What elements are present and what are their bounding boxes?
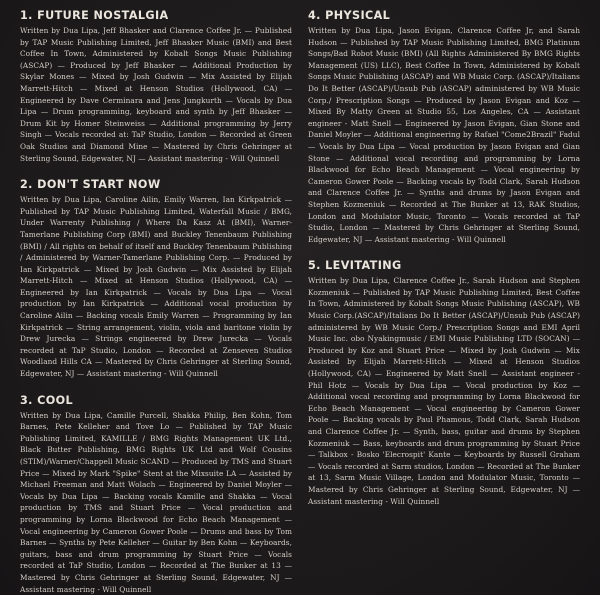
- credits-column-left: [20, 9, 292, 595]
- track-credits-text: Written by Dua Lipa, Caroline Ailin, Emily Warren, Ian Kirkpatrick — Published by TAP Music Publishing Limited, Waterfall Music / BMG, Under Warrenty Publishing / Where Da Kasz At (BMI), Warner-Tamerlane Publishing Corp (BMI) and Buckley Tenenbaum Publishing (BMI) / All rights on behalf of itself and Buckley Tenenbaum Publishing / Administered by Warner-Tamerlane Publishing Corp. — Produced by Ian Kirkpatrick — Mixed by Josh Gudwin — Mix Assisted by Elijah Marrett-Hitch — Mixed at Henson Studios (Hollywood, CA) — Engineered by Ian Kirkpatrick — Vocals by Dua Lipa — Vocal production by Ian Kirkpatrick — Additional vocal production by Caroline Ailin — Backing vocals Emily Warren — Programming by Ian Kirkpatrick — String arrangement, violin, viola and baritone violin by Drew Jurecka — Strings engineered by Drew Jurecka — Vocals recorded at TaP Studio, London — Recorded at Zenseven Studios Woodland Hills CA — Mastered by Chris Gehringer at Sterling Sound, Edgewater, NJ — Assistant mastering - Will Quinnell: [20, 195, 292, 379]
- track-title: 3. COOL: [20, 393, 74, 407]
- track-credit-levitating: [308, 259, 580, 507]
- track-credit-future-nostalgia: [20, 9, 292, 164]
- track-title: 2. DON'T START NOW: [20, 178, 161, 192]
- track-credits-text: Written by Dua Lipa, Clarence Coffee Jr., Sarah Hudson and Stephen Kozmeniuk — Published by TAP Music Publishing Limited, Best Coffee In Town, Administered by Kobalt Songs Music Publishing (ASCAP), WB Music Corp.(ASCAP)/Italians Do It Better (ASCAP)/Unsub Pub (ASCAP) administered by WB Music Corp./ Prescription Songs and EMI April Music Inc. obo Nyakingmusic / EMI Music Publishing LTD (SOCAN) — Produced by Koz and Stuart Price — Mixed by Josh Gudwin — Mix Assisted by Elijah Marrett-Hitch — Mixed at Henson Studios (Hollywood, CA) — Engineered by Matt Snell — Assistant engineer - Phil Hotz — Vocals by Dua Lipa — Vocal production by Koz — Additional vocal recording and programming by Lorna Blackwood for Echo Beach Management — Vocal engineering by Cameron Gower Poole — Backing vocals by Paul Phamous, Todd Clark, Sarah Hudson and Clarence Coffee Jr. — Synth, bass, guitar and drums by Stephen Kozmeniuk — Bass, keyboards and drum programming by Stuart Price — Talkbox - Bosko 'Elecrospit' Kante — Keyboards by Russell Graham — Vocals recorded at Sarm studios, London — Recorded at The Bunker at 13, Sarm Music Village, London and Modulator Music, Toronto — Mastered by Chris Gehringer at Sterling Sound, Edgewater, NJ — Assistant mastering - Will Quinnell: [308, 276, 580, 506]
- section-spacer: [20, 164, 292, 178]
- section-spacer: [308, 245, 580, 259]
- track-title: 1. FUTURE NOSTALGIA: [20, 9, 169, 22]
- track-credit-dont-start-now: [20, 178, 292, 380]
- section-spacer: [20, 380, 292, 394]
- track-credits-text: Written by Dua Lipa, Camille Purcell, Shakka Philip, Ben Kohn, Tom Barnes, Pete Kelleher and Tove Lo — Published by TAP Music Publishing Limited, KAMILLE / BMG Rights Management UK Ltd., Black Butter Publishing, BMG Rights UK Ltd and Wolf Cousins (STIM)/Warner/Chappell Music SCAND — Produced by TMS and Stuart Price — Mixed by Mark "Spike" Stent at the Mixsuite LA — Assisted by Michael Freeman and Matt Wolach — Engineered by Daniel Moyler — Vocals by Dua Lipa — Backing vocals Kamille and Shakka — Vocal production by TMS and Stuart Price — Vocal production and programming by Lorna Blackwood for Echo Beach Management — Vocal engineering by Cameron Gower Poole — Drums and bass by Tom Barnes — Synths by Pete Kelleher — Guitar by Ben Kohn — Keyboards, guitars, bass and drum programming by Stuart Price — Vocals recorded at TaP Studio, London — Recorded at The Bunker at 13 — Mastered by Chris Gehringer at Sterling Sound, Edgewater, NJ — Assistant mastering - Will Quinnell: [20, 410, 292, 594]
- track-credits-text: Written by Dua Lipa, Jeff Bhasker and Clarence Coffee Jr. — Published by TAP Music Publishing Limited, Jeff Bhasker Music (BMI) and Best Coffee In Town, Administered by Kobalt Songs Music Publishing (ASCAP) — Produced by Jeff Bhasker — Additional Production by Skylar Mones — Mixed by Josh Gudwin — Mix Assisted by Elijah Marrett-Hitch — Mixed at Henson Studios (Hollywood, CA) — Engineered by Dave Cerminara and Jens Jungkurth — Vocals by Dua Lipa — Drum programming, keyboard and synth by Jeff Bhasker — Drum Kit by Homer Steinweiss — Additional programming by Jerry Singh — Vocals recorded at: TaP Studio, London — Recorded at Green Oak Studios and Diamond Mine — Mastered by Chris Gehringer at Sterling Sound, Edgewater, NJ — Assistant mastering - Will Quinnell: [20, 26, 292, 163]
- track-credit-physical: [308, 9, 580, 245]
- credits-column-right: [308, 9, 580, 507]
- track-credits-text: Written by Dua Lipa, Jason Evigan, Clarence Coffee Jr, and Sarah Hudson — Published by TAP Music Publishing Limited, BMG Platinum Songs/Bad Robot Music (BMI) (All Rights Administered By BMG Rights Management (US) LLC), Best Coffee In Town, Administered by Kobalt Songs Music Publishing (ASCAP) and WB Music Corp. (ASCAP)/Italians Do It Better (ASCAP)/Unsub Pub (ASCAP) administered by WB Music Corp./ Prescription Songs — Produced by Jason Evigan and Koz — Mixed By Matty Green at Studio 55, Los Angeles, CA — Assistant engineer - Matt Snell — Engineered by Jason Evigan, Gian Stone and Daniel Moyler — Additional engineering by Rafael "Come2Brazil" Fadul — Vocals by Dua Lipa — Vocal production by Jason Evigan and Gian Stone — Additional vocal recording and programming by Lorna Blackwood for Echo Beach Management — Vocal engineering by Cameron Gower Poole — Backing vocals by Todd Clark, Sarah Hudson and Clarence Coffee Jr. — Synths and drums by Jason Evigan and Stephen Kozmeniuk — Recorded at The Bunker at 13, RAK Studios, London and Modulator Music, Toronto — Vocals recorded at TaP Studio, London — Mastered by Chris Gehringer at Sterling Sound, Edgewater, NJ — Assistant mastering - Will Quinnell: [308, 26, 580, 244]
- track-credit-cool: [20, 394, 292, 595]
- track-title: 4. PHYSICAL: [308, 9, 391, 22]
- track-title: 5. LEVITATING: [308, 259, 402, 273]
